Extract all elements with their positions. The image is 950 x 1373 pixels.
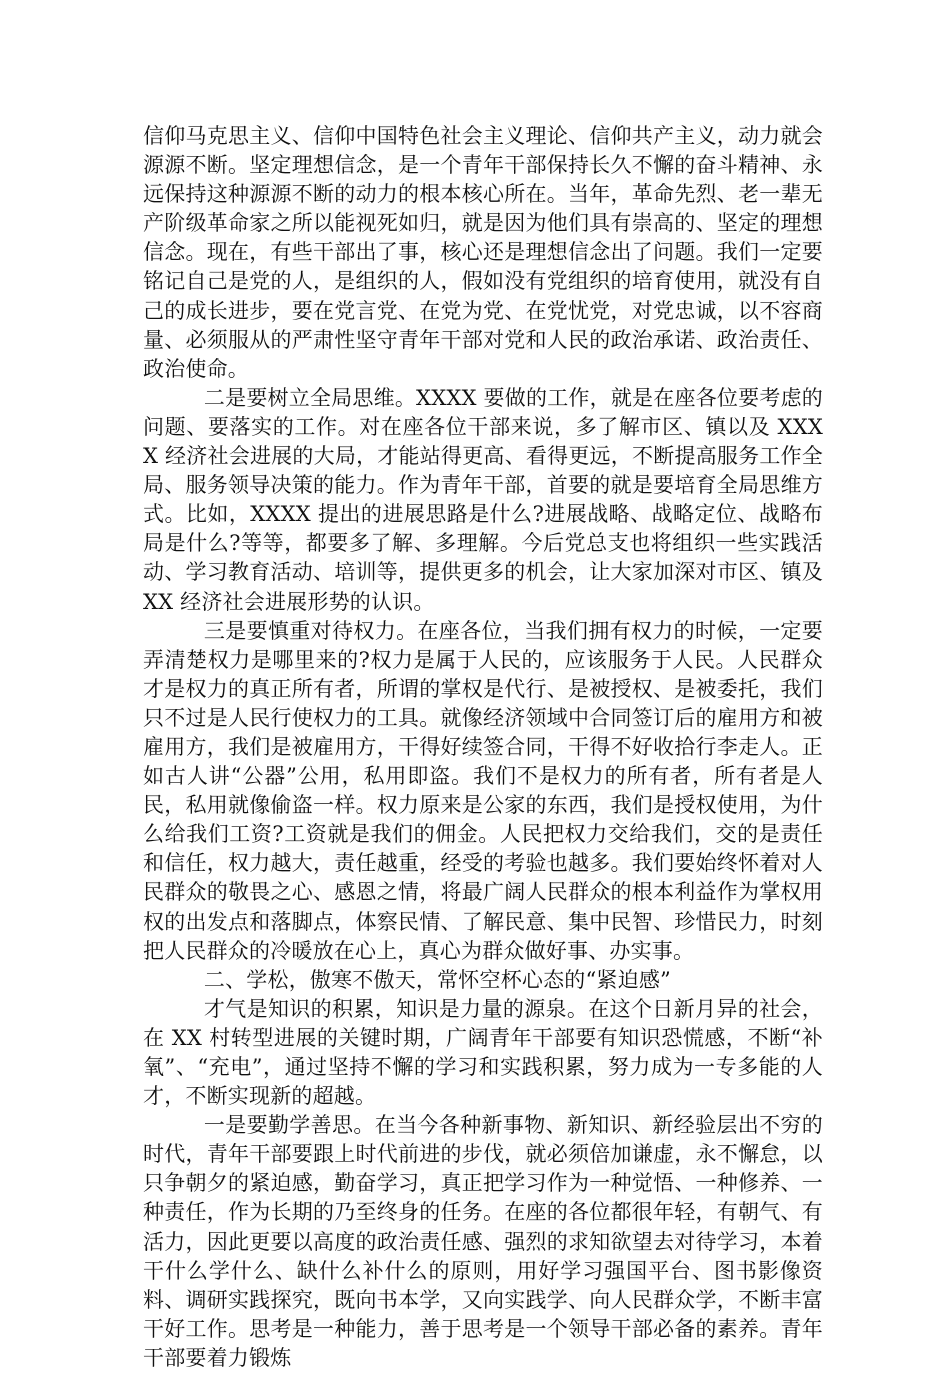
paragraph-5: 一是要勤学善思。在当今各种新事物、新知识、新经验层出不穷的时代，青年干部要跟上时代前进的步伐，就必须倍加谦虚，永不懈怠，以只争朝夕的紧迫感，勤奋学习，真正把学习作为一种觉悟、一种修养、一种责任，作为长期的乃至终身的任务。在座的各位都很年轻，有朝气、有活力，因此更要以高度的政治责任感、强烈的求知欲望去对待学习，本着干什么学什么、缺什么补什么的原则，用好学习强国平台、图书影像资料、调研实践探究，既向书本学，又向实践学、向人民群众学，不断丰富干好工作。思考是一种能力，善于思考是一个领导干部必备的素养。青年干部要着力锻炼	[143, 1113, 823, 1370]
section-heading: 二、学松，傲寒不傲天，常怀空杯心态的“紧迫感”	[203, 967, 671, 992]
paragraph-1: 信仰马克思主义、信仰中国特色社会主义理论、信仰共产主义，动力就会源源不断。坚定理想信念，是一个青年干部保持长久不懈的奋斗精神、永远保持这种源源不断的动力的根本核心所在。当年，革命先烈、老一辈无产阶级革命家之所以能视死如归，就是因为他们具有崇高的、坚定的理想信念。现在，有些干部出了事，核心还是理想信念出了问题。我们一定要铭记自己是党的人，是组织的人，假如没有党组织的培育使用，就没有自己的成长进步，要在党言党、在党为党、在党忧党，对党忠诚，以不容商量、必须服从的严肃性坚守青年干部对党和人民的政治承诺、政治责任、政治使命。	[143, 124, 823, 381]
paragraph-2: 二是要树立全局思维。XXXX 要做的工作，就是在座各位要考虑的问题、要落实的工作。对在座各位干部来说，多了解市区、镇以及 XXXX 经济社会进展的大局，才能站得更高、看得更远，不断提高服务工作全局、服务领导决策的能力。作为青年干部，首要的就是要培育全局思维方式。比如，XXXX 提出的进展思路是什么?进展战略、战略定位、战略布局是什么?等等，都要多了解、多理解。今后党总支也将组织一些实践活动、学习教育活动、培训等，提供更多的机会，让大家加深对市区、镇及 XX 经济社会进展形势的认识。	[143, 385, 823, 614]
paragraph-3: 三是要慎重对待权力。在座各位，当我们拥有权力的时候，一定要弄清楚权力是哪里来的?权力是属于人民的，应该服务于人民。人民群众才是权力的真正所有者，所谓的掌权是代行、是被授权、是被委托，我们只不过是人民行使权力的工具。就像经济领域中合同签订后的雇用方和被雇用方，我们是被雇用方，干得好续签合同，干得不好收拾行李走人。正如古人讲“公器”公用，私用即盗。我们不是权力的所有者，所有者是人民，私用就像偷盗一样。权力原来是公家的东西，我们是授权使用，为什么给我们工资?工资就是我们的佣金。人民把权力交给我们，交的是责任和信任，权力越大，责任越重，经受的考验也越多。我们要始终怀着对人民群众的敬畏之心、感恩之情，将最广阔人民群众的根本利益作为掌权用权的出发点和落脚点，体察民情、了解民意、集中民智、珍惜民力，时刻把人民群众的冷暖放在心上，真心为群众做好事、办实事。	[143, 618, 823, 963]
paragraph-4: 才气是知识的积累，知识是力量的源泉。在这个日新月异的社会，在 XX 村转型进展的关键时期，广阔青年干部要有知识恐慌感，不断“补氧”、“充电”，通过坚持不懈的学习和实践积累，努力成为一专多能的人才，不断实现新的超越。	[143, 996, 823, 1109]
document-body	[143, 122, 823, 1373]
